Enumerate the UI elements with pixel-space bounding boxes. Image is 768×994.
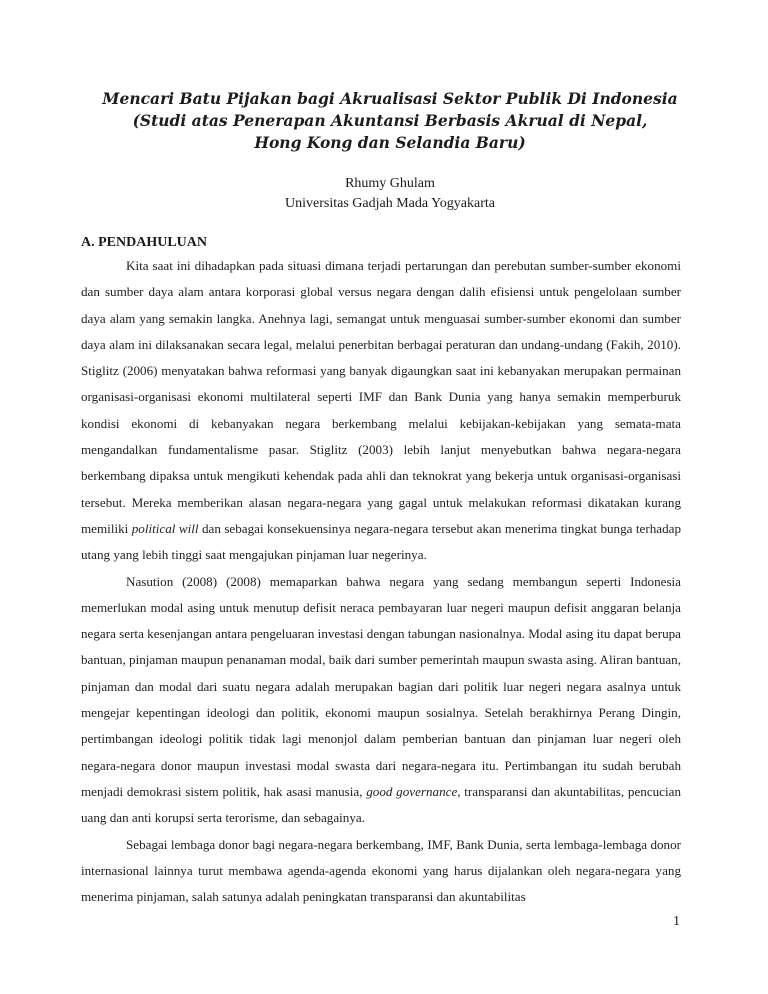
author-name: Rhumy Ghulam (345, 176, 435, 191)
paper-title (60, 88, 720, 154)
author-affiliation: Universitas Gadjah Mada Yogyakarta (285, 196, 495, 211)
paragraph-1 (81, 253, 681, 569)
author-block (60, 174, 720, 214)
title-line-1: Mencari Batu Pijakan bagi Akrualisasi Sektor Publik Di Indonesia (102, 89, 678, 108)
section-heading: A. PENDAHULUAN (81, 235, 207, 250)
paragraph-2-text-b: , transparansi dan akuntabilitas, pencucian uang dan anti korupsi serta terorisme, dan sebagainya. (81, 783, 681, 826)
paragraph-1-text-a: Kita saat ini dihadapkan pada situasi dimana terjadi pertarungan dan perebutan sumber-sumber ekonomi dan sumber daya alam antara korporasi global versus negara dengan dalih efisiensi untuk pengelolaan sumber daya alam yang semakin langka. Anehnya lagi, semangat untuk menguasai sumber-sumber ekonomi dan sumber daya alam ini dilaksanakan secara legal, melalui penerbitan berbagai peraturan dan undang-undang (Fakih, 2010). Stiglitz (2006) menyatakan bahwa reformasi yang banyak digaungkan saat ini kebanyakan merupakan permainan organisasi-organisasi ekonomi multilateral seperti IMF dan Bank Dunia yang hanya semakin memperburuk kondisi ekonomi di kebanyakan negara berkembang melalui kebijakan-kebijakan yang semata-mata mengandalkan fundamentalisme pasar. Stiglitz (2003) lebih lanjut menyebutkan bahwa negara-negara berkembang dipaksa untuk mengikuti kehendak pada ahli dan teknokrat yang bekerja untuk organisasi-organisasi tersebut. Mereka memberikan alasan negara-negara yang gagal untuk melakukan reformasi dikatakan kurang memiliki (81, 258, 681, 536)
paragraph-2-italic: good governance (366, 783, 458, 799)
paragraph-3: Sebagai lembaga donor bagi negara-negara berkembang, IMF, Bank Dunia, serta lembaga-lembaga donor internasional lainnya turut membawa agenda-agenda ekonomi yang harus dijalankan oleh negara-negara yang menerima pinjaman, salah satunya adalah peningkatan transparansi dan akuntabilitas (81, 836, 681, 905)
paragraph-2-text-a: Nasution (2008) (2008) memaparkan bahwa negara yang sedang membangun seperti Indonesia memerlukan modal asing untuk menutup defisit neraca pembayaran luar negeri maupun defisit anggaran belanja negara serta kesenjangan antara pengeluaran investasi dengan tabungan nasionalnya. Modal asing itu dapat berupa bantuan, pinjaman maupun penanaman modal, baik dari sumber pemerintah maupun swasta asing. Aliran bantuan, pinjaman dan modal dari suatu negara adalah merupakan bagian dari politik luar negeri negara asalnya untuk mengejar kepentingan ideologi dan politik, ekonomi maupun sosialnya. Setelah berakhirnya Perang Dingin, pertimbangan ideologi politik tidak lagi menonjol dalam pemberian bantuan dan pinjaman luar negeri oleh negara-negara donor maupun investasi modal swasta dari negara-negara itu. Pertimbangan itu sudah berubah menjadi demokrasi sistem politik, hak asasi manusia, (81, 573, 681, 799)
page-number: 1 (673, 914, 680, 929)
title-line-2: (Studi atas Penerapan Akuntansi Berbasis Akrual di Nepal, (132, 111, 648, 130)
paragraph-1-italic: political will (131, 520, 199, 536)
paragraph-1-text-b: dan sebagai konsekuensinya negara-negara tersebut akan menerima tingkat bunga terhadap utang yang lebih tinggi saat mengajukan pinjaman luar negerinya. (81, 520, 681, 563)
paragraph-2 (81, 569, 681, 832)
title-line-3: Hong Kong dan Selandia Baru) (254, 133, 526, 152)
body-text (81, 253, 681, 910)
